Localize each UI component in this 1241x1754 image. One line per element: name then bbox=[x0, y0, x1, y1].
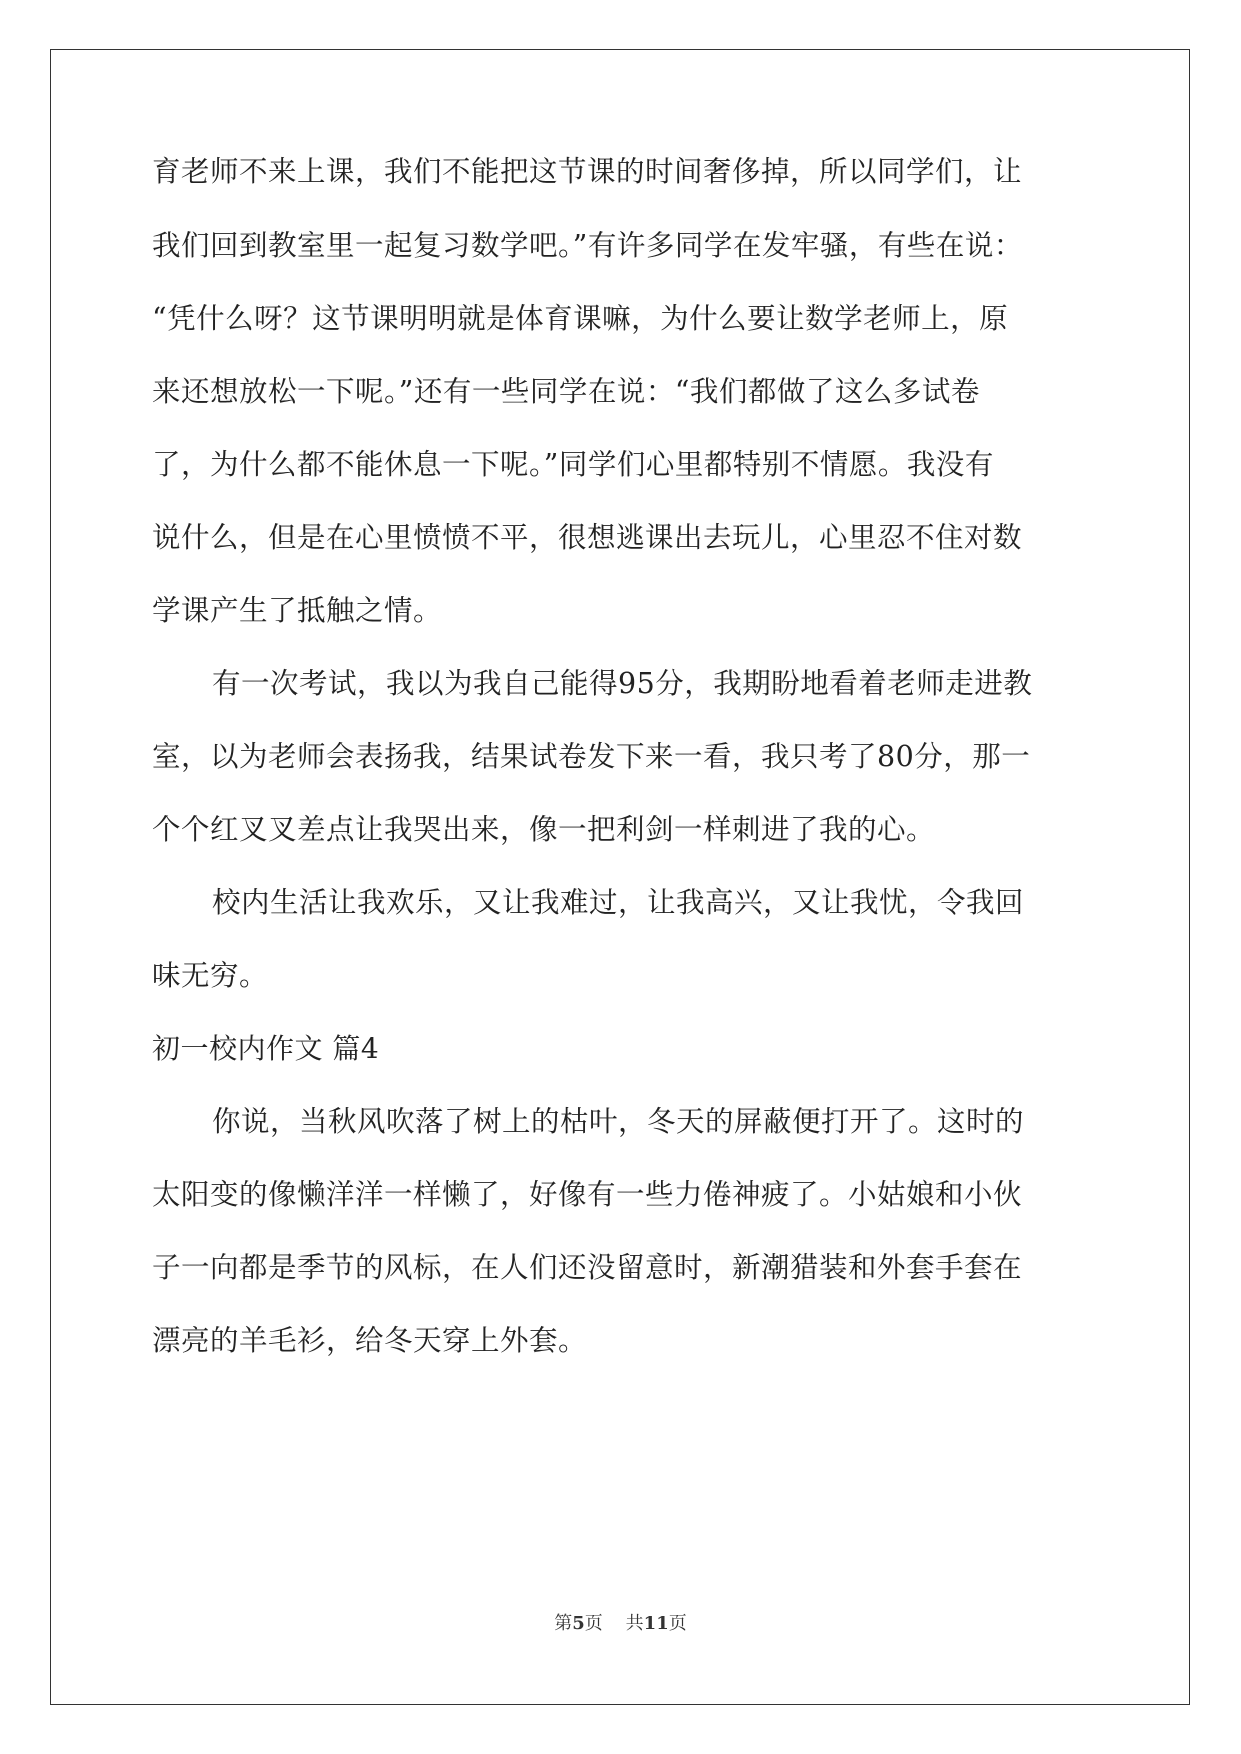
text-line: 我们回到教室里一起复习数学吧。”有许多同学在发牢骚，有些在说： bbox=[152, 229, 1023, 262]
total-pages: 11 bbox=[643, 1613, 669, 1634]
page-number: 5 bbox=[572, 1613, 585, 1634]
text-line: 学课产生了抵触之情。 bbox=[152, 594, 443, 627]
text-line: 室，以为老师会表扬我，结果试卷发下来一看，我只考了80分，那一 bbox=[152, 740, 1031, 773]
text-line: 说什么，但是在心里愤愤不平，很想逃课出去玩儿，心里忍不住对数 bbox=[152, 521, 1023, 554]
total-pages-prefix: 共 bbox=[625, 1613, 644, 1634]
page-border bbox=[50, 49, 1190, 1705]
paragraph-start-line: 有一次考试，我以为我自己能得95分，我期盼地看着老师走进教 bbox=[212, 667, 1033, 700]
text-line: 来还想放松一下呢。”还有一些同学在说：“我们都做了这么多试卷 bbox=[152, 375, 980, 408]
text-line: 子一向都是季节的风标，在人们还没留意时，新潮猎装和外套手套在 bbox=[152, 1251, 1023, 1284]
page-footer bbox=[0, 1612, 1241, 1636]
text-line: 育老师不来上课，我们不能把这节课的时间奢侈掉，所以同学们，让 bbox=[152, 155, 1023, 188]
text-line: “凭什么呀？这节课明明就是体育课嘛，为什么要让数学老师上，原 bbox=[152, 302, 1009, 335]
section-heading: 初一校内作文 篇4 bbox=[152, 1032, 380, 1065]
text-line: 味无穷。 bbox=[152, 959, 269, 992]
page-number-suffix: 页 bbox=[584, 1613, 603, 1634]
text-line: 个个红叉叉差点让我哭出来，像一把利剑一样刺进了我的心。 bbox=[152, 813, 936, 846]
text-line: 了，为什么都不能休息一下呢。”同学们心里都特别不情愿。我没有 bbox=[152, 448, 994, 481]
paragraph-start-line: 你说，当秋风吹落了树上的枯叶，冬天的屏蔽便打开了。这时的 bbox=[212, 1105, 1025, 1138]
text-line: 太阳变的像懒洋洋一样懒了，好像有一些力倦神疲了。小姑娘和小伙 bbox=[152, 1178, 1023, 1211]
total-pages-suffix: 页 bbox=[668, 1613, 687, 1634]
text-line: 漂亮的羊毛衫，给冬天穿上外套。 bbox=[152, 1324, 588, 1357]
page-number-prefix: 第 bbox=[554, 1613, 573, 1634]
paragraph-start-line: 校内生活让我欢乐，又让我难过，让我高兴，又让我忧，令我回 bbox=[212, 886, 1025, 919]
